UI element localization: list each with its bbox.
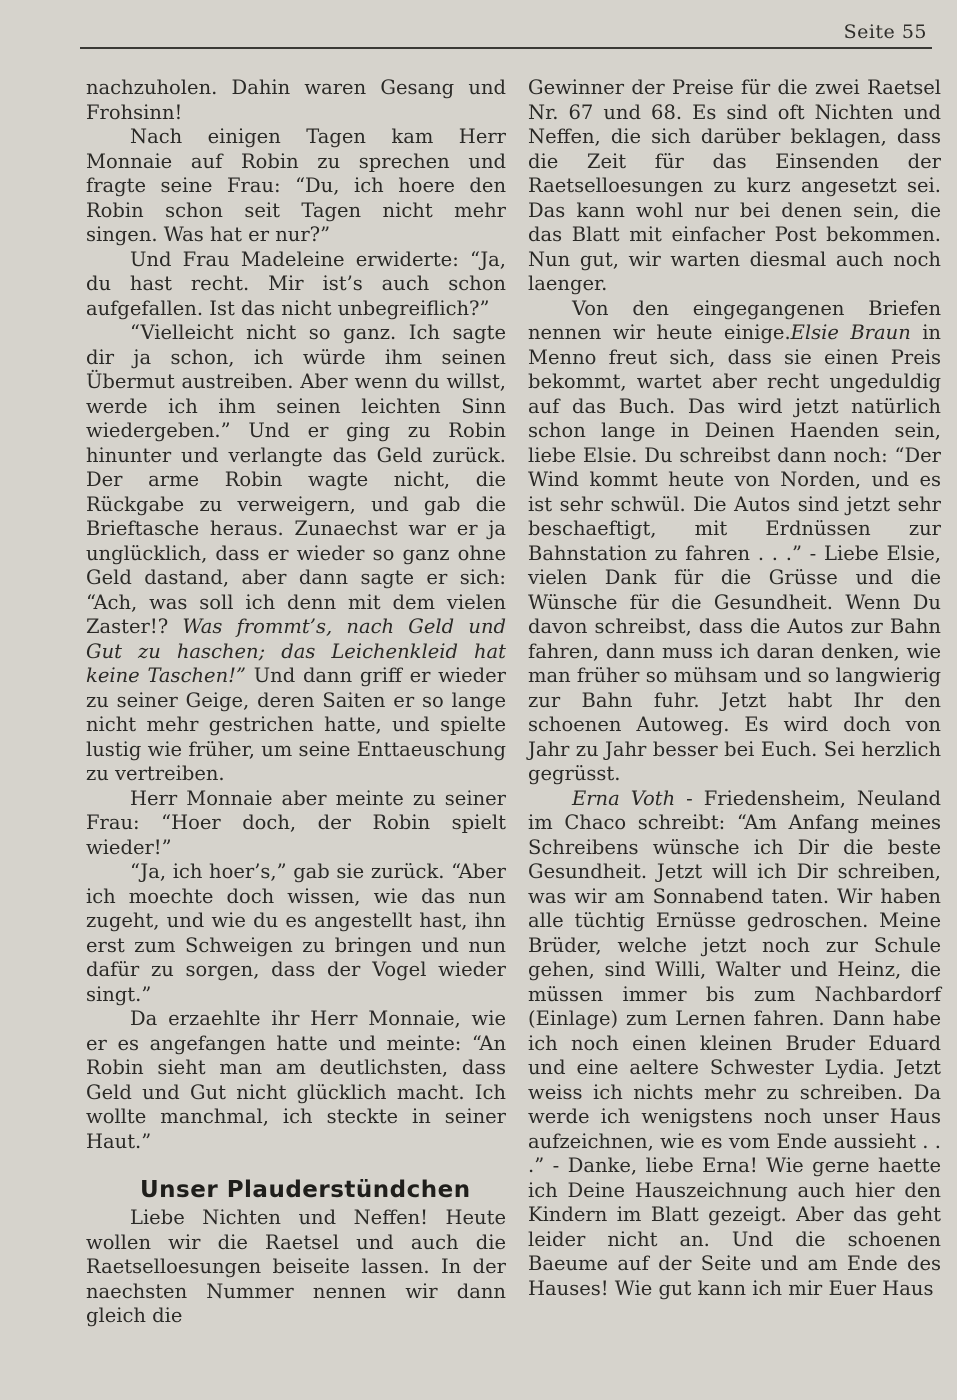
paragraph xyxy=(528,787,941,1302)
paragraph-text: Von den eingegangenen Briefen nennen wir heute einige. xyxy=(528,296,941,344)
section-heading: Unser Plauderstündchen xyxy=(140,1177,471,1203)
paragraph-text: “Vielleicht nicht so ganz. Ich sagte dir ja schon, ich würde ihm seinen Übermut austreiben. Aber wenn du willst, werde ich ihm seinen leichten Sinn wiedergeben.” Und er ging zu Robin hinunter und verlangte das Geld zurück. Der arme Robin wagte nicht, die Rückgabe zu verweigern, und gab die Brieftasche heraus. Zunaechst war er ja unglücklich, dass er wieder so ganz ohne Geld dastand, aber dann sagte er sich: “Ach, was soll ich denn mit dem vielen Zaster!? xyxy=(86,321,506,638)
right-column xyxy=(528,76,941,1301)
paragraph: Liebe Nichten und Neffen! Heute wollen wir die Raetsel und auch die Raetselloesungen beiseite lassen. In der naechsten Nummer nennen wir dann gleich die xyxy=(86,1206,506,1327)
paragraph: Nach einigen Tagen kam Herr Monnaie auf Robin zu sprechen und fragte seine Frau: “Du, ich hoere den Robin schon seit Tagen nicht mehr singen. Was hat er nur?” xyxy=(86,125,506,246)
paragraph xyxy=(528,297,941,787)
paragraph-text: Und dann griff er wieder zu seiner Geige, deren Saiten er so lange nicht mehr gestrichen hatte, und spielte lustig wie früher, um seine Enttaeuschung zu vertreiben. xyxy=(86,664,506,785)
italic-name: Elsie Braun xyxy=(790,321,911,344)
header-rule xyxy=(80,47,932,49)
paragraph-text: in Menno freut sich, dass sie einen Preis bekommt, wartet aber recht ungeduldig auf das Buch. Das wird jetzt natürlich schon lange in Deinen Haenden sein, liebe Elsie. Du schreibst dann noch: “Der Wind kommt heute von Norden, und es ist sehr schwül. Die Autos sind jetzt sehr beschaeftigt, mit Erdnüssen zur Bahnstation zu fahren . . .” - Liebe Elsie, vielen Dank für die Grüsse und die Wünsche für die Gesundheit. Wenn Du davon schreibst, dass die Autos zur Bahn fahren, dann muss ich daran denken, wie man früher so mühsam und so langwierig zur Bahn fuhr. Jetzt habt Ihr den schoenen Autoweg. Es wird doch von Jahr zu Jahr besser bei Euch. Sei herzlich gegrüsst. xyxy=(528,321,941,785)
paragraph: “Ja, ich hoer’s,” gab sie zurück. “Aber ich moechte doch wissen, wie das nun zugeht, und wie du es angestellt hast, ihn erst zum Schweigen zu bringen und nun dafür zu sorgen, dass der Vogel wieder singt.” xyxy=(86,860,506,1006)
paragraph xyxy=(86,321,506,787)
paragraph-text: - Friedensheim, Neuland im Chaco schreibt: “Am Anfang meines Schreibens wünsche ich Dir die beste Gesundheit. Jetzt will ich Dir schreiben, was wir am Sonnabend taten. Wir haben alle tüchtig Ernüsse gedroschen. Meine Brüder, welche jetzt noch zur Schule gehen, sind Willi, Walter und Heinz, die müssen immer bis zum Nachbardorf (Einlage) zum Lernen fahren. Dann habe ich noch einen kleinen Bruder Eduard und eine aeltere Schwester Lydia. Jetzt weiss ich nichts mehr zu schreiben. Da werde ich wenigstens noch unser Haus aufzeichnen, wie es vom Ende aussieht . . .” - Danke, liebe Erna! Wie gerne haette ich Deine Hauszeichnung auch hier den Kindern im Blatt gezeigt. Aber das geht leider nicht an. Und die schoenen Baeume auf der Seite und am Ende des Hauses! Wie gut kann ich mir Euer Haus xyxy=(528,786,941,1300)
left-column xyxy=(86,76,506,1329)
paragraph: Da erzaehlte ihr Herr Monnaie, wie er es angefangen hatte und meinte: “An Robin sieht man am deutlichsten, dass Geld und Gut nicht glücklich macht. Ich wollte manchmal, ich steckte in seiner Haut.” xyxy=(86,1007,506,1153)
paragraph: Und Frau Madeleine erwiderte: “Ja, du hast recht. Mir ist’s auch schon aufgefallen. Ist das nicht unbegreiflich?” xyxy=(86,247,506,320)
italic-name: Erna Voth xyxy=(572,786,676,810)
paragraph: Herr Monnaie aber meinte zu seiner Frau: “Hoer doch, der Robin spielt wieder!” xyxy=(86,786,506,859)
paragraph: nachzuholen. Dahin waren Gesang und Frohsinn! xyxy=(86,76,506,124)
italic-quote: Was frommt’s, nach Geld und Gut zu haschen; das Leichenkleid hat keine Taschen!” xyxy=(86,615,506,687)
paragraph: Gewinner der Preise für die zwei Raetsel Nr. 67 und 68. Es sind oft Nichten und Neffen, die sich darüber beklagen, dass die Zeit für das Einsenden der Raetselloesungen zu kurz angesetzt sei. Das kann wohl nur bei denen sein, die das Blatt mit einfacher Post bekommen. Nun gut, wir warten diesmal auch noch laenger. xyxy=(528,76,941,295)
page-number: Seite 55 xyxy=(843,21,927,43)
